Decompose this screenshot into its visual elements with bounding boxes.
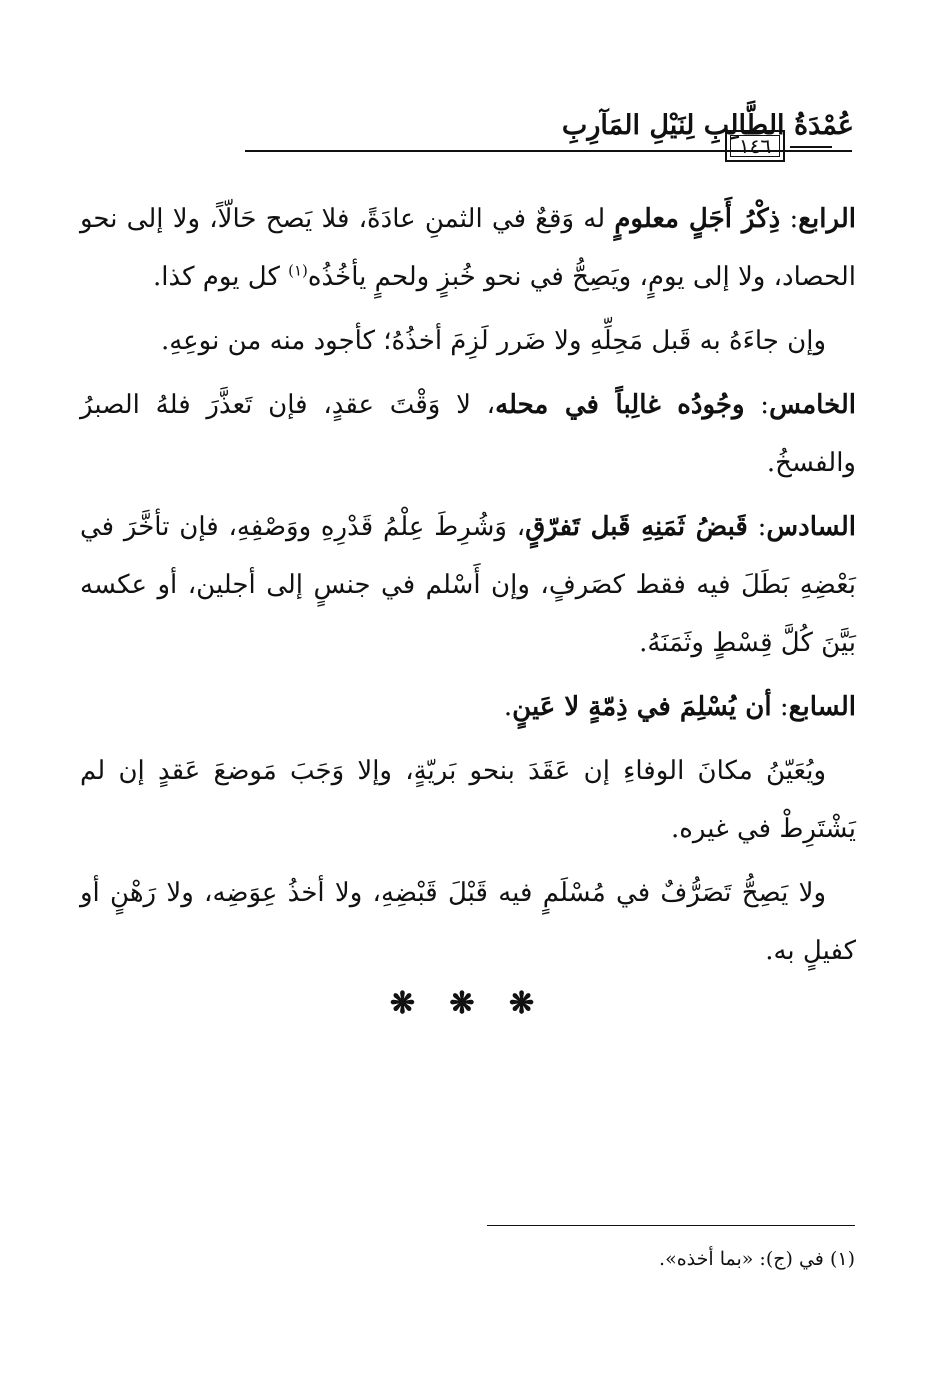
footnote-marker: (١) bbox=[829, 1248, 855, 1270]
book-title: عُمْدَةُ الطَّالِبِ لِنَيْلِ المَآرِبِ bbox=[561, 110, 854, 141]
paragraph-disposal-before-receipt bbox=[80, 864, 856, 980]
paragraph-early-delivery bbox=[80, 312, 856, 370]
paragraph-seventh-condition bbox=[80, 678, 856, 736]
condition-heading: وجُودُه غالِباً في محله bbox=[495, 390, 745, 420]
footnote-rule bbox=[487, 1225, 855, 1226]
paragraph-text: ، وَشُرِطَ عِلْمُ قَدْرِهِ ووَصْفِهِ، فإن تأخَّرَ في بَعْضِهِ بَطَلَ فيه فقط كصَرفٍ، وإن أَسْلم في جنسٍ إلى أجلين، أو عكسه بَيَّنَ كُلَّ قِسْطٍ وثَمَنَهُ. bbox=[80, 512, 856, 658]
paragraph-text: ، لا وَقْتَ عقدٍ، فإن تَعذَّرَ فلهُ الصبرُ والفسخُ. bbox=[80, 390, 856, 478]
condition-term: الخامس bbox=[769, 390, 857, 420]
condition-term: الرابع bbox=[798, 204, 857, 234]
footnote-text: في (ج): «بما أخذه». bbox=[659, 1248, 824, 1270]
paragraph-fourth-condition bbox=[80, 190, 856, 306]
condition-term: السادس bbox=[766, 512, 856, 542]
page-number-frame bbox=[725, 130, 785, 162]
term-separator: : bbox=[771, 692, 789, 722]
term-separator: : bbox=[747, 512, 767, 542]
condition-heading: قَبضُ ثَمَنِهِ قَبل تَفرّقٍ bbox=[525, 512, 748, 542]
paragraph-text: ويُعَيّنُ مكانَ الوفاءِ إن عَقَدَ بنحو بَريّةٍ، وإلا وَجَبَ مَوضعَ عَقدٍ إن لم يَشْتَرِطْ في غيره. bbox=[80, 756, 856, 844]
running-header bbox=[80, 108, 854, 168]
page-body bbox=[80, 190, 856, 1021]
paragraph-text: وإن جاءَهُ به قَبل مَحِلِّهِ ولا ضَرر لَزِمَ أخذُهُ؛ كأجود منه من نوعِهِ. bbox=[160, 326, 826, 356]
header-short-rule bbox=[790, 146, 832, 148]
page-number: ١٤٦ bbox=[738, 134, 772, 158]
paragraph-text: له وَقعٌ في الثمنِ عادَةً، فلا يَصح حَالّاً، ولا إلى نحو الحصاد، ولا إلى يومٍ، ويَصِحُّ في نحو خُبزٍ ولحمٍ يأخُذُه bbox=[80, 204, 856, 292]
paragraph-text: ولا يَصِحُّ تَصَرُّفٌ في مُسْلَمٍ فيه قَبْلَ قَبْضِهِ، ولا أخذُ عِوَضِه، ولا رَهْنٍ أو كفيلٍ به. bbox=[80, 878, 856, 966]
footnote bbox=[659, 1248, 855, 1270]
paragraph-text: . bbox=[503, 692, 513, 722]
term-separator: : bbox=[744, 390, 770, 420]
paragraph-sixth-condition bbox=[80, 498, 856, 672]
paragraph-fifth-condition bbox=[80, 376, 856, 492]
condition-term: السابع bbox=[788, 692, 856, 722]
section-separator-stars: ❋ ❋ ❋ bbox=[389, 986, 547, 1021]
condition-heading: أن يُسْلِمَ في ذِمّةٍ لا عَينٍ bbox=[512, 692, 772, 722]
paragraph-text-continued: كل يوم كذا. bbox=[152, 262, 289, 292]
term-separator: : bbox=[780, 204, 799, 234]
condition-heading: ذِكْرُ أَجَلٍ معلومٍ bbox=[614, 204, 781, 234]
footnote-reference: (١) bbox=[288, 261, 308, 280]
paragraph-place-of-delivery bbox=[80, 742, 856, 858]
